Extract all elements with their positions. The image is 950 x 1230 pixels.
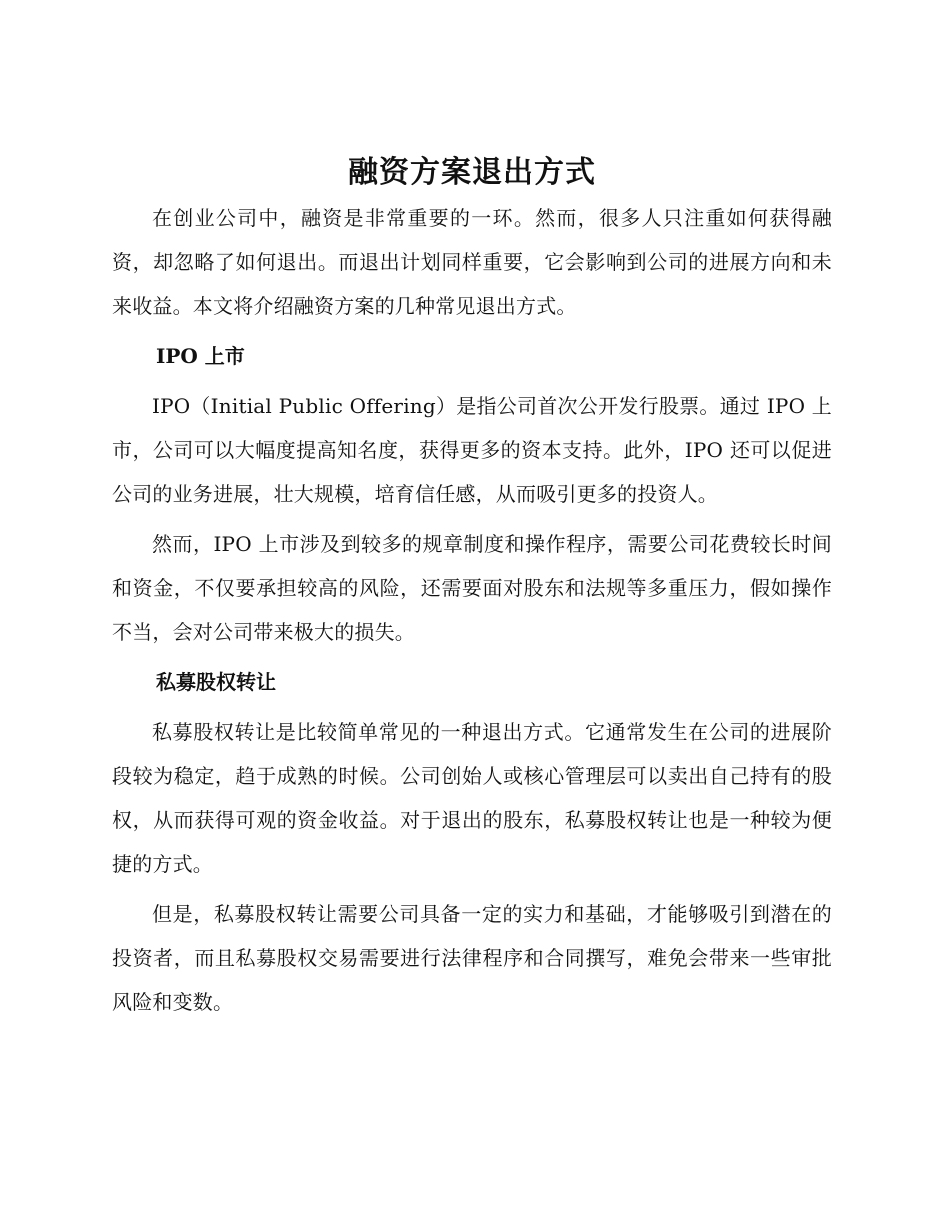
section-heading-ipo: IPO 上市 [156, 344, 245, 368]
intro-paragraph: 在创业公司中，融资是非常重要的一环。然而，很多人只注重如何获得融资，却忽略了如何退出。而退出计划同样重要，它会影响到公司的进展方向和未来收益。本文将介绍融资方案的几种常见退出方式。 [112, 206, 832, 318]
document-title: 融资方案退出方式 [348, 155, 596, 190]
section-ipo-paragraph-2: 然而，IPO 上市涉及到较多的规章制度和操作程序，需要公司花费较长时间和资金，不仅要承担较高的风险，还需要面对股东和法规等多重压力，假如操作不当，会对公司带来极大的损失。 [112, 532, 832, 644]
section-private-equity-paragraph-1: 私募股权转让是比较简单常见的一种退出方式。它通常发生在公司的进展阶段较为稳定，趋于成熟的时候。公司创始人或核心管理层可以卖出自己持有的股权，从而获得可观的资金收益。对于退出的股东，私募股权转让也是一种较为便捷的方式。 [112, 720, 832, 876]
section-ipo-paragraph-1: IPO（Initial Public Offering）是指公司首次公开发行股票。通过 IPO 上市，公司可以大幅度提高知名度，获得更多的资本支持。此外，IPO 还可以促进公司的业务进展，壮大规模，培育信任感，从而吸引更多的投资人。 [112, 394, 832, 506]
section-heading-private-equity: 私募股权转让 [156, 670, 276, 694]
section-private-equity-paragraph-2: 但是，私募股权转让需要公司具备一定的实力和基础，才能够吸引到潜在的投资者，而且私募股权交易需要进行法律程序和合同撰写，难免会带来一些审批风险和变数。 [112, 902, 832, 1014]
document-page [112, 148, 832, 1024]
